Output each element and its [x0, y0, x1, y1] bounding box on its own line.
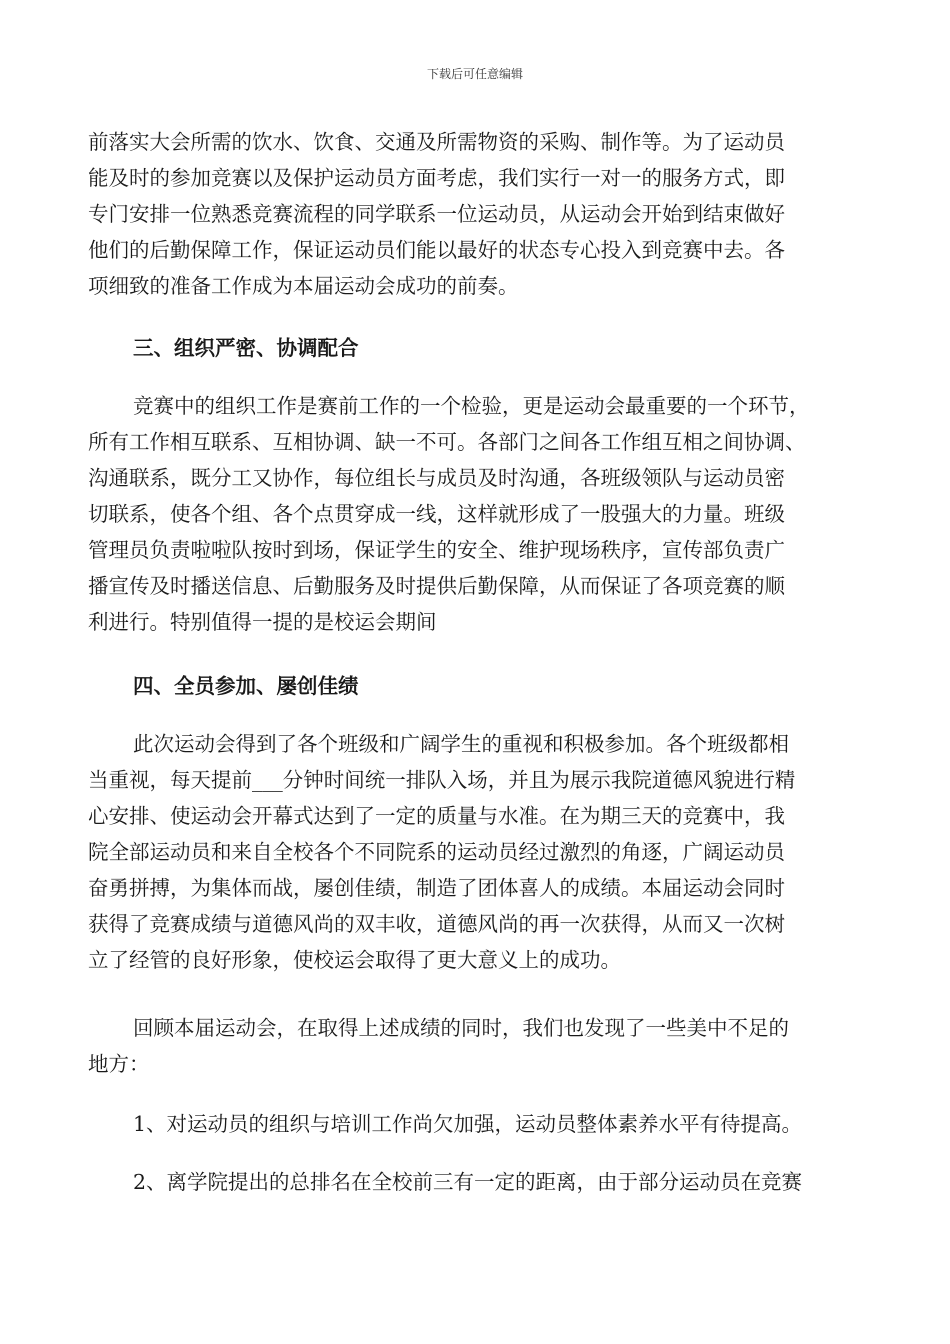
page-header: 下载后可任意编辑 — [426, 67, 523, 81]
paragraph-continuation — [88, 124, 868, 304]
paragraph-line: 项细致的准备工作成为本届运动会成功的前奏。 — [88, 274, 519, 298]
paragraph-line: 此次运动会得到了各个班级和广阔学生的重视和积极参加。各个班级都相 — [133, 732, 789, 756]
paragraph-line: 院全部运动员和来自全校各个不同院系的运动员经过激烈的角逐，广阔运动员 — [88, 840, 785, 864]
list-item-text: 2、离学院提出的总排名在全校前三有一定的距离，由于部分运动员在竞赛 — [133, 1170, 803, 1194]
section-heading-4: 四、全员参加、屡创佳绩 — [133, 674, 359, 698]
paragraph-line: 他们的后勤保障工作，保证运动员们能以最好的状态专心投入到竞赛中去。各 — [88, 238, 785, 262]
paragraph-line: 立了经管的良好形象，使校运会取得了更大意义上的成功。 — [88, 948, 621, 972]
paragraph-line: 所有工作相互联系、互相协调、缺一不可。各部门之间各工作组互相之间协调、 — [88, 430, 806, 454]
paragraph-line: 心安排、使运动会开幕式达到了一定的质量与水准。在为期三天的竞赛中，我 — [88, 804, 785, 828]
paragraph-line: 地方： — [88, 1052, 150, 1076]
list-item-2 — [88, 1164, 868, 1200]
paragraph-results — [88, 726, 868, 978]
list-item-text: 1、对运动员的组织与培训工作尚欠加强，运动员整体素养水平有待提高。 — [133, 1112, 803, 1136]
paragraph-line: 利进行。特别值得一提的是校运会期间 — [88, 610, 437, 634]
section-heading-3: 三、组织严密、协调配合 — [133, 336, 359, 360]
paragraph-organization — [88, 388, 868, 640]
paragraph-line: 前落实大会所需的饮水、饮食、交通及所需物资的采购、制作等。为了运动员 — [88, 130, 785, 154]
paragraph-line: 能及时的参加竞赛以及保护运动员方面考虑，我们实行一对一的服务方式，即 — [88, 166, 785, 190]
paragraph-line: 奋勇拼搏，为集体而战，屡创佳绩，制造了团体喜人的成绩。本届运动会同时 — [88, 876, 785, 900]
list-item-1 — [88, 1106, 868, 1142]
paragraph-line: 切联系，使各个组、各个点贯穿成一线，这样就形成了一股强大的力量。班级 — [88, 502, 785, 526]
paragraph-line: 获得了竞赛成绩与道德风尚的双丰收，道德风尚的再一次获得，从而又一次树 — [88, 912, 785, 936]
paragraph-line: 当重视，每天提前___分钟时间统一排队入场，并且为展示我院道德风貌进行精 — [88, 768, 796, 792]
paragraph-line: 竞赛中的组织工作是赛前工作的一个检验，更是运动会最重要的一个环节， — [133, 394, 810, 418]
paragraph-line: 专门安排一位熟悉竞赛流程的同学联系一位运动员，从运动会开始到结束做好 — [88, 202, 785, 226]
paragraph-line: 播宣传及时播送信息、后勤服务及时提供后勤保障，从而保证了各项竞赛的顺 — [88, 574, 785, 598]
paragraph-line: 沟通联系，既分工又协作，每位组长与成员及时沟通，各班级领队与运动员密 — [88, 466, 785, 490]
paragraph-review — [88, 1010, 868, 1082]
paragraph-line: 回顾本届运动会，在取得上述成绩的同时，我们也发现了一些美中不足的 — [133, 1016, 789, 1040]
paragraph-line: 管理员负责啦啦队按时到场，保证学生的安全、维护现场秩序，宣传部负责广 — [88, 538, 785, 562]
